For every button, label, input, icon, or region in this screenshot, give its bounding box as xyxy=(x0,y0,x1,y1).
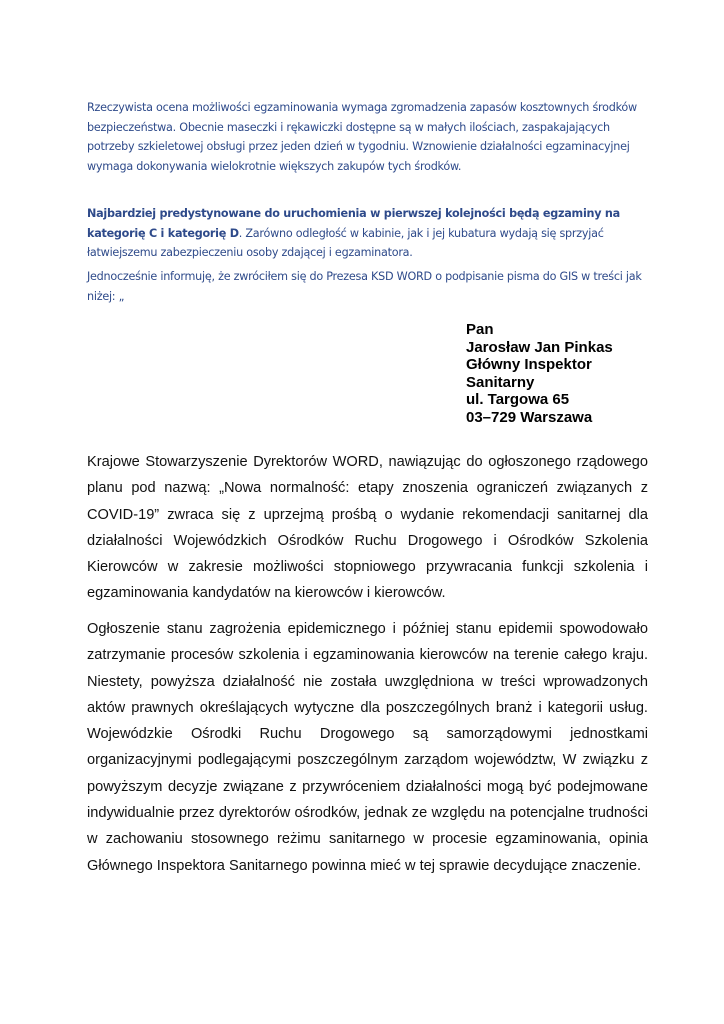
address-line: Główny Inspektor xyxy=(466,356,592,374)
intro-paragraph-2 xyxy=(87,204,647,263)
recipient-address xyxy=(466,321,613,427)
intro-paragraph-3: Jednocześnie informuję, że zwróciłem się do Prezesa KSD WORD o podpisanie pisma do GIS w treści jak niżej: „ xyxy=(87,270,642,303)
address-line: Pan xyxy=(466,321,494,338)
address-line: 03–729 Warszawa xyxy=(466,408,593,426)
intro-paragraph-2-rest: . Zarówno odległość w kabinie, jak i jej kubatura wydają się sprzyjać łatwiejszemu zabezpieczeniu osoby zdającej i egzaminatora. xyxy=(87,226,604,259)
letter-paragraph-2: Ogłoszenie stanu zagrożenia epidemicznego i później stanu epidemii spowodowało zatrzymanie procesów szkolenia i egzaminowania kierowców na terenie całego kraju. Niestety, powyższa działalność nie została uwzględniona w treści wprowadzonych aktów prawnych określających wytyczne dla poszczególnych branż i kategorii usług. Wojewódzkie Ośrodki Ruchu Drogowego są samorządowymi jednostkami organizacyjnymi podlegającymi poszczególnym zarządom województw, W związku z powyższym decyzje związane z przywróceniem działalności mogą być podejmowane indywidualnie przez dyrektorów ośrodków, jednak ze względu na potencjalne trudności w zachowaniu stosownego reżimu sanitarnego w procesie egzaminowania, opinia Głównego Inspektora Sanitarnego powinna mieć w tej sprawie decydujące znaczenie. xyxy=(87,621,648,874)
intro-paragraph-2-bold: Najbardziej predystynowane do uruchomienia w pierwszej kolejności będą egzaminy na kategorię C i kategorię D xyxy=(87,207,620,240)
address-line: Jarosław Jan Pinkas xyxy=(466,338,613,356)
intro-paragraph-1: Rzeczywista ocena możliwości egzaminowania wymaga zgromadzenia zapasów kosztownych środków bezpieczeństwa. Obecnie maseczki i rękawiczki dostępne są w małych ilościach, zaspakajających potrzeby szkieletowej obsługi przez jeden dzień w tygodniu. Wznowienie działalności egzaminacyjnej wymaga dokonywania wielokrotnie większych zakupów tych środków. xyxy=(87,101,637,173)
address-line: Sanitarny xyxy=(466,373,535,391)
letter-paragraph-1: Krajowe Stowarzyszenie Dyrektorów WORD, nawiązując do ogłoszonego rządowego planu pod nazwą: „Nowa normalność: etapy znoszenia ograniczeń związanych z COVID-19” zwraca się z uprzejmą prośbą o wydanie rekomendacji sanitarnej dla działalności Wojewódzkich Ośrodków Ruchu Drogowego i Ośrodków Szkolenia Kierowców w zakresie możliwości stopniowego przywracania funkcji szkolenia i egzaminowania kandydatów na kierowców i kierowców. xyxy=(87,454,648,602)
address-line: ul. Targowa 65 xyxy=(466,391,570,409)
